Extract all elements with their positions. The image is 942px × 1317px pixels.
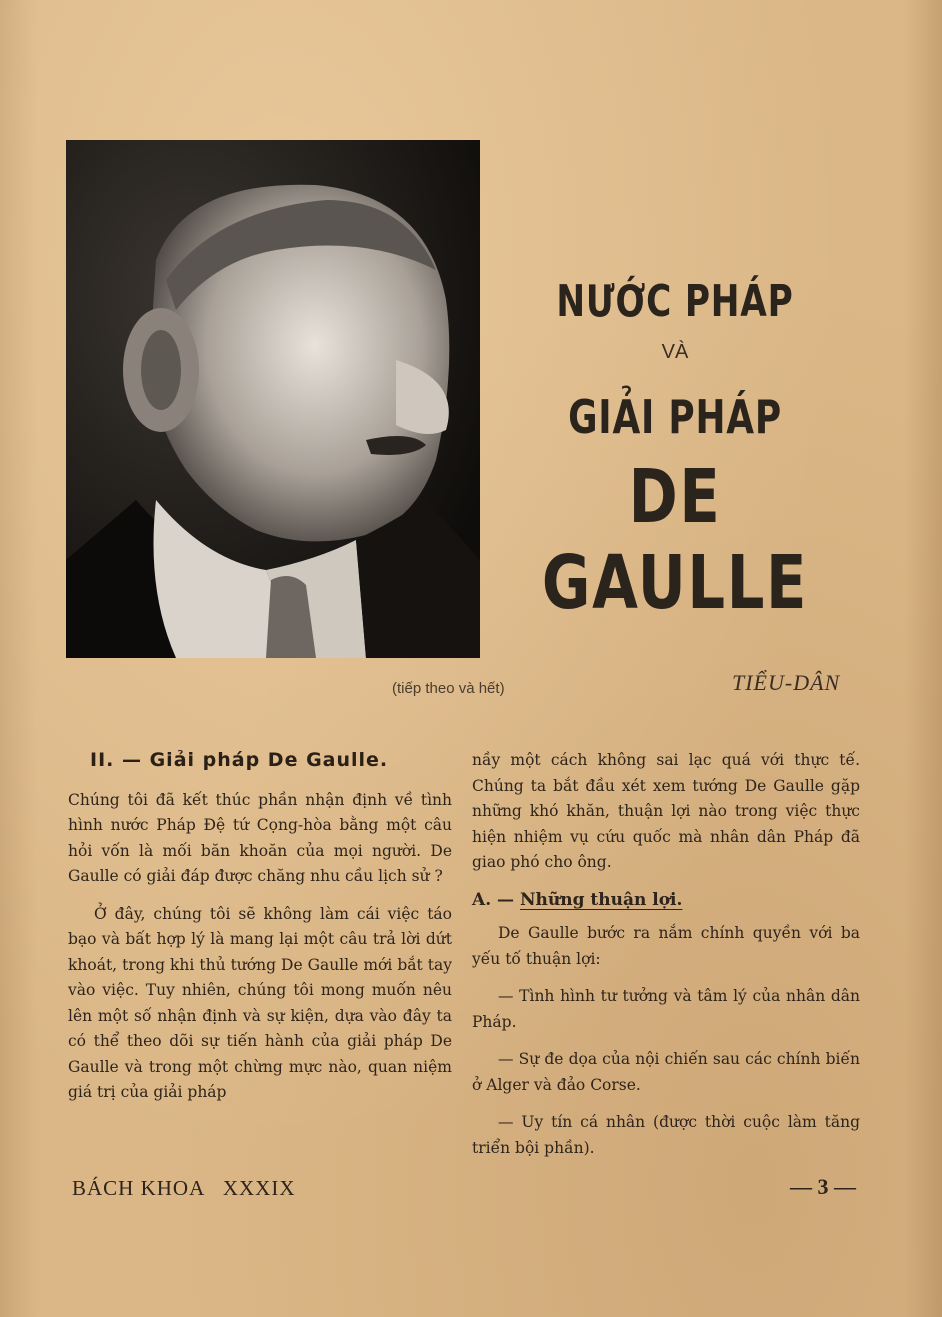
continuation-note: (tiếp theo và hết) bbox=[392, 680, 505, 697]
list-item: — Sự đe dọa của nội chiến sau các chính biến ở Alger và đảo Corse. bbox=[472, 1050, 860, 1094]
portrait-photo bbox=[66, 140, 480, 658]
title-connector: VÀ bbox=[661, 341, 689, 363]
left-column bbox=[68, 748, 452, 1118]
list-item: — Uy tín cá nhân (được thời cuộc làm tăng triển bội phần). bbox=[472, 1113, 860, 1157]
title-line-2: GIẢI PHÁP bbox=[568, 390, 782, 444]
paragraph: Ở đây, chúng tôi sẽ không làm cái việc táo bạo và bất hợp lý là mang lại một câu trả lời dứt khoát, trong khi thủ tướng De Gaulle mới bắt tay vào việc. Tuy nhiên, chúng tôi mong muốn nêu lên một số nhận định và sự kiện, dựa vào đây ta có thể theo dõi sự tiến hành của giải pháp De Gaulle và trong một chừng mực nào, quan niệm giá trị của giải pháp bbox=[68, 904, 452, 1101]
article-title bbox=[500, 270, 850, 626]
subheading-text: Những thuận lợi. bbox=[519, 889, 683, 910]
title-line-1: NƯỚC PHÁP bbox=[556, 276, 794, 327]
author-name: TIỂU-DÂN bbox=[732, 670, 841, 695]
paragraph: Chúng tôi đã kết thúc phần nhận định về tình hình nước Pháp Đệ tứ Cọng-hòa bằng một câu hỏi vốn là mối băn khoăn của mọi người. De Gaulle có giải đáp được chăng nhu cầu lịch sử ? bbox=[68, 790, 452, 885]
subheading-prefix: A. — bbox=[472, 889, 515, 910]
paragraph-continuation: nầy một cách không sai lạc quá với thực tế. Chúng ta bắt đầu xét xem tướng De Gaulle gặp những khó khăn, thuận lợi nào trong việc thực hiện nhiệm vụ cứu quốc mà nhân dân Pháp đã giao phó cho ông. bbox=[472, 751, 860, 871]
section-heading: II. — Giải pháp De Gaulle. bbox=[90, 749, 389, 771]
portrait-photo-icon bbox=[66, 140, 480, 658]
paragraph: De Gaulle bước ra nắm chính quyền với ba yếu tố thuận lợi: bbox=[472, 924, 860, 968]
list-item: — Tình hình tư tưởng và tâm lý của nhân dân Pháp. bbox=[472, 987, 860, 1031]
publication-footer: BÁCH KHOA XXXIX bbox=[72, 1176, 296, 1200]
page-number: — 3 — bbox=[790, 1174, 856, 1199]
right-column bbox=[472, 748, 860, 1173]
subheading bbox=[472, 888, 860, 914]
title-line-3: DE GAULLE bbox=[541, 454, 809, 626]
